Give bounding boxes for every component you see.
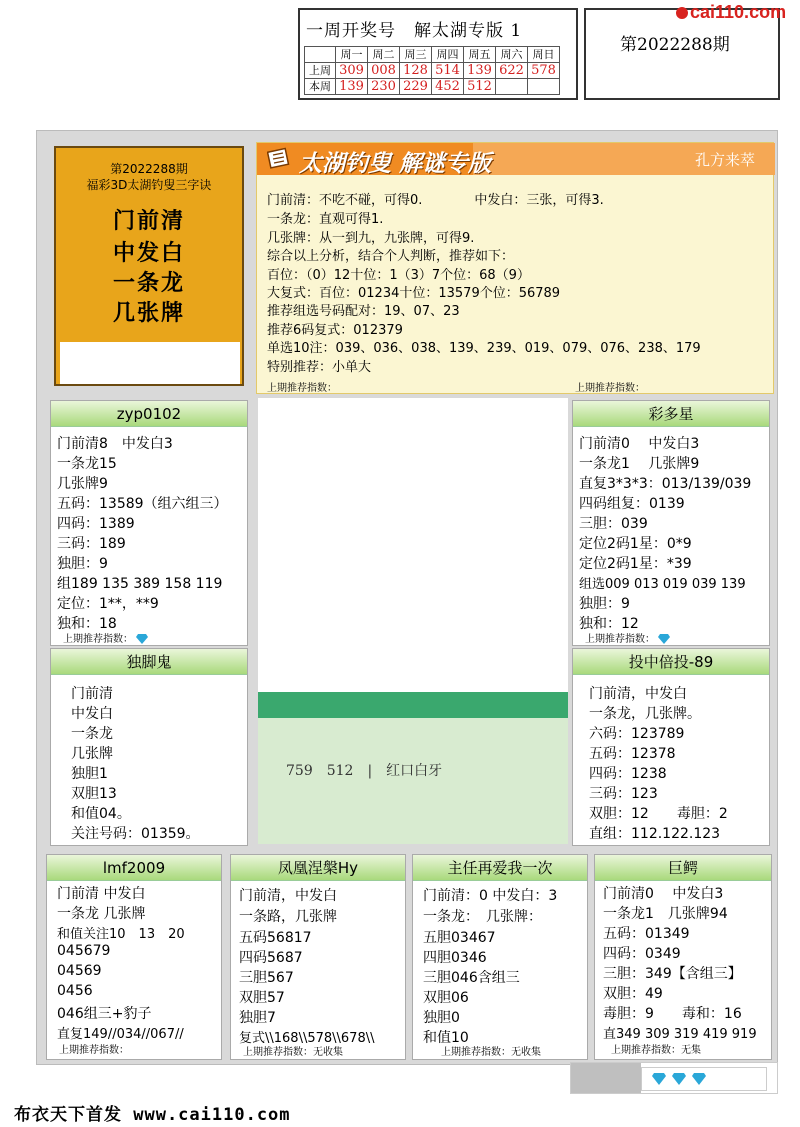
table-cell: 008 <box>368 63 400 79</box>
puzzle-line: 一条龙：直观可得1. <box>267 212 384 227</box>
card-line: 独胆0 <box>423 1010 460 1026</box>
puzzle-line: 推荐组选号码配对：19、07、23 <box>267 304 460 319</box>
card-line: 一条龙 几张牌 <box>57 906 146 922</box>
center-text: 759 512 | 红口白牙 <box>286 763 443 779</box>
card-line: 双胆57 <box>239 990 285 1006</box>
card-title: 凤凰涅槃Hy <box>231 855 405 881</box>
card-line: 独胆7 <box>239 1010 276 1026</box>
table-cell: 514 <box>432 63 464 79</box>
table-cell: 309 <box>336 63 368 79</box>
card-footer <box>63 630 148 645</box>
card-line: 五码：01349 <box>603 926 690 942</box>
puzzle-panel <box>256 142 774 394</box>
period-label: 第2022288期 <box>620 35 730 55</box>
card-line: 四胆0346 <box>423 950 487 966</box>
card-line: 三码：189 <box>57 536 126 552</box>
card-title: zyp0102 <box>51 401 247 427</box>
yellow-card-word: 门前清 <box>112 208 185 234</box>
card-line: 一条龙： 几张牌： <box>423 909 542 925</box>
card-line: 门前清 <box>71 686 113 702</box>
card-line: 定位2码1星：*39 <box>579 556 692 572</box>
puzzle-author: 孔方来萃 <box>694 151 755 169</box>
yellow-card-word: 一条龙 <box>112 270 185 296</box>
card-line: 一条路，几张牌 <box>239 909 337 925</box>
card-fenghuang <box>230 854 406 1060</box>
puzzle-line: 推荐6码复式：012379 <box>267 323 403 338</box>
table-header-cell: 周日 <box>528 47 560 63</box>
scroll-icon <box>267 147 291 169</box>
card-title: 独脚鬼 <box>51 649 247 675</box>
diamond-icon <box>136 634 148 644</box>
row-label: 本周 <box>305 79 336 95</box>
card-title: 彩多星 <box>573 401 769 427</box>
card-line: 四码组复：0139 <box>579 496 685 512</box>
yellow-card <box>54 146 244 386</box>
card-title: 投中倍投-89 <box>573 649 769 675</box>
puzzle-footer-left: 上期推荐指数： <box>267 383 337 394</box>
card-footer: 上期推荐指数：无收集 <box>243 1047 343 1058</box>
card-line: 组189 135 389 158 119 <box>57 576 223 592</box>
card-line: 独和：12 <box>579 616 639 632</box>
card-line: 复式\\168\\578\\678\\ <box>239 1031 375 1046</box>
card-line: 四码5687 <box>239 950 303 966</box>
table-cell: 622 <box>496 63 528 79</box>
puzzle-footer-right: 上期推荐指数： <box>575 383 645 394</box>
table-cell: 128 <box>400 63 432 79</box>
rating-bar <box>570 1062 778 1094</box>
card-footer-label: 上期推荐指数： <box>585 634 655 645</box>
yellow-card-period: 第2022288期 <box>110 162 188 176</box>
card-line: 六码：123789 <box>589 726 685 742</box>
puzzle-line: 百位：（0）12十位：1（3）7个位：68（9） <box>267 268 530 283</box>
yellow-card-word: 几张牌 <box>112 300 185 326</box>
card-line: 定位2码1星：0*9 <box>579 536 692 552</box>
card-jue <box>594 854 772 1060</box>
card-line: 五码：12378 <box>589 746 676 762</box>
card-line: 组选009 013 019 039 139 <box>579 577 746 592</box>
table-header-cell: 周六 <box>496 47 528 63</box>
center-panel <box>258 398 568 844</box>
puzzle-line: 综合以上分析，结合个人判断，推荐如下： <box>267 249 515 264</box>
card-line: 中发白 <box>71 706 113 722</box>
card-caiduoxing <box>572 400 770 646</box>
card-line: 定位：1**，**9 <box>57 596 159 612</box>
card-title: 主任再爱我一次 <box>413 855 587 881</box>
site-logo[interactable]: cai110.com <box>690 2 787 22</box>
yellow-card-subtitle: 福彩3D太湖钓叟三字诀 <box>86 178 212 192</box>
card-line: 三胆046含组三 <box>423 970 520 986</box>
card-zyp0102 <box>50 400 248 646</box>
table-cell: 139 <box>464 63 496 79</box>
card-line: 一条龙1 几张牌94 <box>603 906 728 922</box>
puzzle-line: 大复式：百位：01234十位：13579个位：56789 <box>267 286 561 301</box>
table-cell: 229 <box>400 79 432 95</box>
card-line: 三胆：349【含组三】 <box>603 966 742 982</box>
table-header-cell: 周五 <box>464 47 496 63</box>
card-footer-label: 上期推荐指数： <box>63 634 133 645</box>
diamond-icon <box>658 634 670 644</box>
card-footer: 上期推荐指数：无集 <box>611 1045 701 1056</box>
logo-mark-icon <box>676 7 688 19</box>
card-line: 直复149//034//067// <box>57 1027 184 1042</box>
puzzle-line: 特别推荐：小单大 <box>267 360 372 375</box>
table-row <box>305 79 560 95</box>
table-header-cell: 周一 <box>336 47 368 63</box>
table-cell: 139 <box>336 79 368 95</box>
yellow-card-word: 中发白 <box>112 240 185 266</box>
card-line: 双胆：12 毒胆：2 <box>589 806 728 822</box>
card-line: 一条龙，几张牌。 <box>589 706 701 722</box>
card-line: 关注号码：01359。 <box>71 826 200 842</box>
card-line: 一条龙15 <box>57 456 117 472</box>
card-line: 045679 <box>57 943 111 959</box>
card-line: 0456 <box>57 983 93 999</box>
card-line: 直复3*3*3：013/139/039 <box>579 476 752 492</box>
card-line: 五胆03467 <box>423 930 496 946</box>
table-cell: 230 <box>368 79 400 95</box>
card-line: 门前清0 中发白3 <box>603 886 724 902</box>
bottom-watermark: 布衣天下首发 www.cai110.com <box>14 1105 291 1125</box>
card-line: 和值04。 <box>71 806 131 822</box>
card-title: lmf2009 <box>47 855 221 881</box>
table-header-row <box>305 47 560 63</box>
card-line: 046组三+豹子 <box>57 1006 152 1022</box>
card-line: 门前清8 中发白3 <box>57 436 173 452</box>
table-row <box>305 63 560 79</box>
card-line: 五码：13589（组六组三） <box>57 496 228 512</box>
card-line: 独胆：9 <box>579 596 630 612</box>
center-green-area <box>258 718 568 844</box>
card-line: 四码：0349 <box>603 946 681 962</box>
weekly-draw-box <box>298 8 578 100</box>
card-line: 和值关注10 13 20 <box>57 927 185 942</box>
puzzle-line: 门前清：不吃不碰，可得0. 中发白：三张，可得3. <box>267 193 604 208</box>
card-line: 五码56817 <box>239 930 312 946</box>
table-cell <box>528 79 560 95</box>
diamond-rating-icon <box>652 1072 712 1086</box>
card-line: 三胆：039 <box>579 516 648 532</box>
card-line: 门前清，中发白 <box>239 888 337 904</box>
card-line: 门前清 中发白 <box>57 886 146 902</box>
card-line: 独胆1 <box>71 766 108 782</box>
table-cell: 578 <box>528 63 560 79</box>
card-line: 四码：1389 <box>57 516 135 532</box>
puzzle-header <box>257 143 773 175</box>
card-line: 门前清：0 中发白：3 <box>423 888 558 904</box>
card-line: 双胆06 <box>423 990 469 1006</box>
card-title: 巨鳄 <box>595 855 771 881</box>
card-line: 04569 <box>57 963 102 979</box>
card-line: 三码：123 <box>589 786 658 802</box>
card-line: 直349 309 319 419 919 <box>603 1027 757 1042</box>
yellow-card-blank <box>60 342 240 384</box>
center-green-bar <box>258 692 568 718</box>
card-line: 一条龙 <box>71 726 113 742</box>
card-line: 双胆13 <box>71 786 117 802</box>
row-label: 上周 <box>305 63 336 79</box>
weekly-draw-title: 一周开奖号 解太湖专版 1 <box>306 21 523 41</box>
table-cell: 512 <box>464 79 496 95</box>
table-cell: 452 <box>432 79 464 95</box>
card-line: 几张牌 <box>71 746 113 762</box>
table-header-cell: 周三 <box>400 47 432 63</box>
puzzle-title: 太湖钓叟 解谜专版 <box>299 150 492 177</box>
table-header-cell: 周四 <box>432 47 464 63</box>
card-line: 三胆567 <box>239 970 294 986</box>
card-line: 门前清0 中发白3 <box>579 436 700 452</box>
card-line: 独和：18 <box>57 616 117 632</box>
card-line: 双胆：49 <box>603 986 663 1002</box>
card-line: 几张牌9 <box>57 476 108 492</box>
weekly-draw-table <box>304 46 560 95</box>
card-line: 四码：1238 <box>589 766 667 782</box>
card-footer: 上期推荐指数：无收集 <box>441 1047 541 1058</box>
card-lmf2009 <box>46 854 222 1060</box>
card-line: 一条龙1 几张牌9 <box>579 456 700 472</box>
card-line: 和值10 <box>423 1030 469 1046</box>
card-zhuren <box>412 854 588 1060</box>
card-touzhong <box>572 648 770 846</box>
card-dujiaogui <box>50 648 248 846</box>
puzzle-line: 单选10注：039、036、038、139、239、019、079、076、238、179 <box>267 341 701 356</box>
card-footer: 上期推荐指数： <box>59 1045 129 1056</box>
card-footer <box>585 630 670 645</box>
card-line: 直组：112.122.123 <box>589 826 721 842</box>
card-line: 毒胆：9 毒和：16 <box>603 1006 742 1022</box>
card-line: 独胆：9 <box>57 556 108 572</box>
table-cell <box>496 79 528 95</box>
card-line: 门前清，中发白 <box>589 686 687 702</box>
puzzle-line: 几张牌：从一到九，九张牌，可得9. <box>267 231 475 246</box>
table-header-cell: 周二 <box>368 47 400 63</box>
